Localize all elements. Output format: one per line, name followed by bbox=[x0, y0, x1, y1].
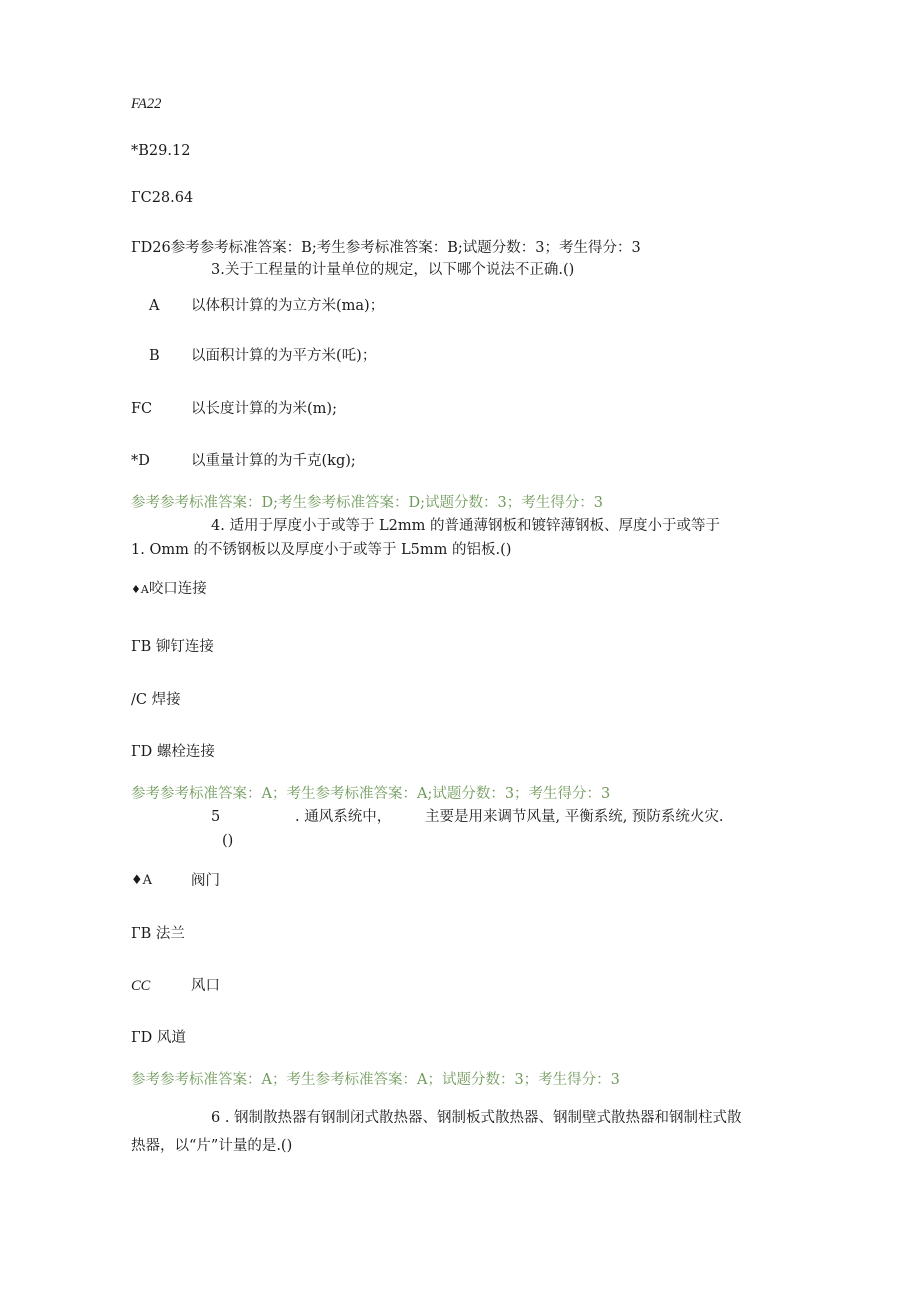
q5-stem-paren: () bbox=[222, 833, 234, 849]
q3-option-c-text: 以长度计算的为米(m); bbox=[191, 401, 337, 417]
q3-option-d-text: 以重量计算的为千克(kg); bbox=[191, 453, 356, 469]
q5-option-d-text: 风道 bbox=[156, 1030, 186, 1046]
q5-option-c-text: 风口 bbox=[191, 978, 220, 994]
q5-answer: 参考参考标准答案：A；考生参考标准答案：A；试题分数：3；考生得分：3 bbox=[131, 1072, 620, 1088]
q3-answer: 参考参考标准答案：D;考生参考标准答案：D;试题分数：3；考生得分：3 bbox=[131, 495, 603, 511]
q5-option-c-label: CC bbox=[131, 978, 151, 994]
q3-option-a-text: 以体积计算的为立方米(ma)； bbox=[191, 298, 385, 314]
q4-stem-line2: 1. Omm 的不锈钢板以及厚度小于或等于 L5mm 的铝板.() bbox=[131, 542, 512, 558]
q4-option-c bbox=[131, 691, 181, 709]
q2-option-d-answer-line bbox=[131, 239, 641, 257]
q5-option-a-label: ♦A bbox=[131, 873, 153, 888]
q4-option-d-text: 螺栓连接 bbox=[156, 744, 215, 760]
q3-option-d-label: *D bbox=[131, 453, 150, 469]
q4-stem-line1: 4. 适用于厚度小于或等于 L2mm 的普通薄钢板和镀锌薄钢板、厚度小于或等于 bbox=[211, 518, 721, 534]
q3-option-c-label: FC bbox=[131, 401, 153, 417]
q4-option-a-text: 咬口连接 bbox=[148, 581, 207, 597]
q4-option-a bbox=[131, 580, 207, 599]
q4-option-d-label: ГD bbox=[131, 744, 153, 760]
q4-option-c-label: /C bbox=[131, 692, 147, 708]
q4-option-a-label: ♦A bbox=[131, 583, 149, 596]
q5-stem-b: 主要是用来调节风量, 平衡系统, 预防系统火灾. bbox=[425, 809, 724, 825]
q2-answer: 参考参考标准答案：B;考生参考标准答案：B;试题分数：3；考生得分：3 bbox=[170, 240, 641, 256]
q5-option-b bbox=[131, 925, 185, 943]
q6-stem-line1: 6 . 钢制散热器有钢制闭式散热器、钢制板式散热器、钢制壁式散热器和钢制柱式散 bbox=[211, 1110, 742, 1126]
q5-option-d-label: ГD bbox=[131, 1030, 153, 1046]
q4-option-d bbox=[131, 743, 215, 761]
q5-stem-a: . 通风系统中， bbox=[295, 809, 392, 825]
q5-option-b-text: 法兰 bbox=[155, 926, 185, 942]
q5-option-d bbox=[131, 1029, 186, 1047]
q6-stem-line2: 热器，以“片”计量的是.() bbox=[131, 1138, 293, 1154]
q4-option-b-text: 铆钉连接 bbox=[155, 639, 214, 655]
q4-answer: 参考参考标准答案：A；考生参考标准答案：A;试题分数：3；考生得分：3 bbox=[131, 786, 611, 802]
q3-option-b-label: B bbox=[149, 348, 160, 364]
q2-option-b: *B29.12 bbox=[131, 143, 191, 159]
q2-option-a: FA22 bbox=[131, 96, 162, 112]
q5-number: 5 bbox=[211, 809, 221, 825]
q3-stem: 3.关于工程量的计量单位的规定，以下哪个说法不正确.() bbox=[211, 262, 575, 278]
q4-option-b bbox=[131, 638, 214, 656]
q5-option-b-label: ГB bbox=[131, 926, 152, 942]
q2-option-d: ГD26 bbox=[131, 240, 171, 256]
q5-option-a-text: 阀门 bbox=[191, 873, 220, 889]
q3-option-b-text: 以面积计算的为平方米(吒)； bbox=[191, 348, 377, 364]
q4-option-c-text: 焊接 bbox=[151, 692, 181, 708]
q2-option-c: ГC28.64 bbox=[131, 190, 194, 206]
q3-option-a-label: A bbox=[149, 298, 160, 314]
q4-option-b-label: ГB bbox=[131, 639, 152, 655]
